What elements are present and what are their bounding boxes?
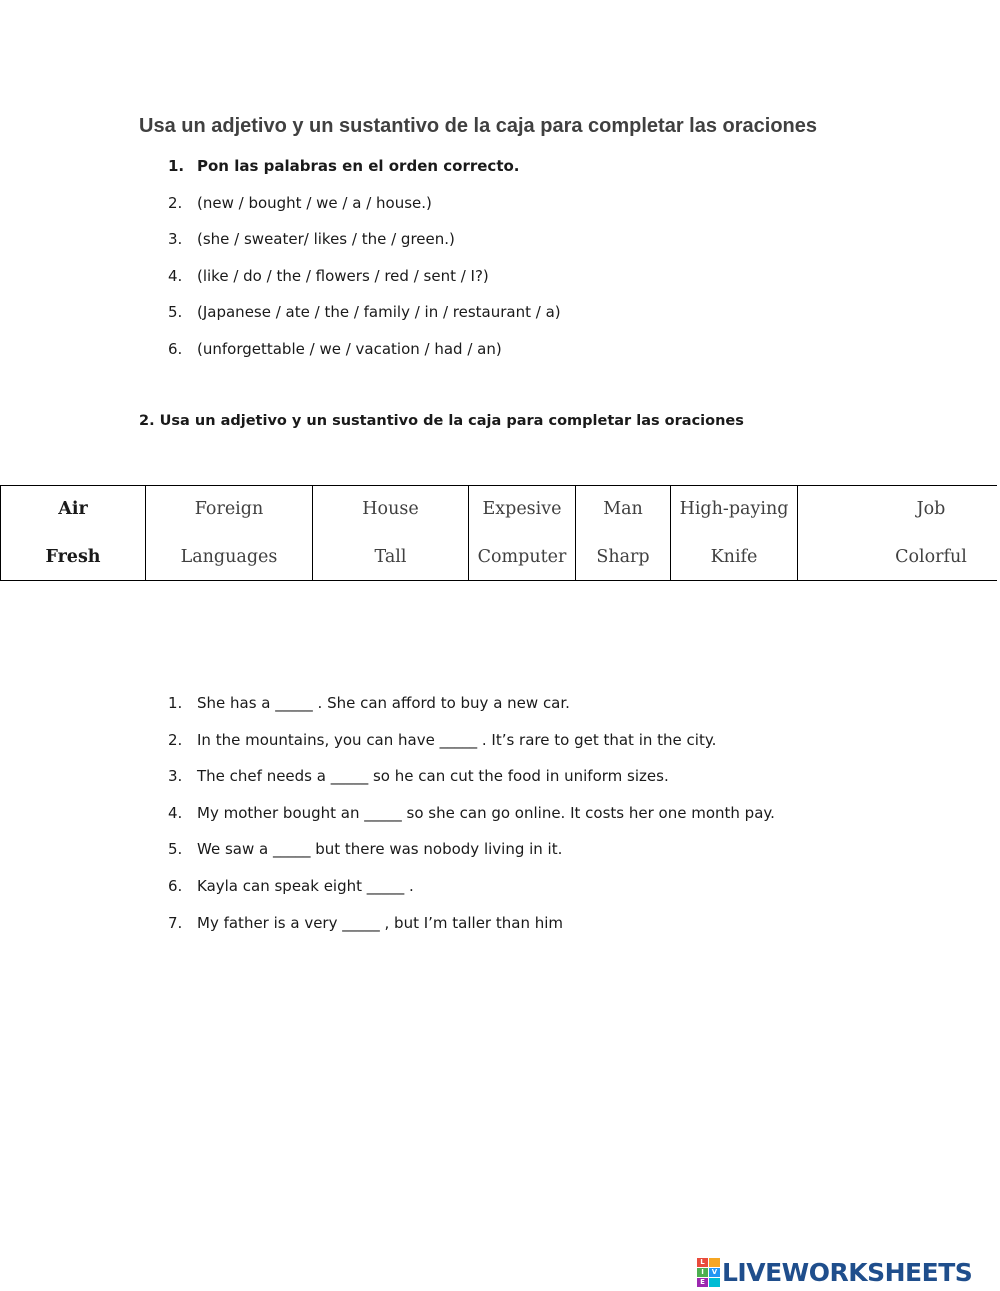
box-word: Knife: [710, 547, 758, 567]
fill-blank-list: [168, 694, 775, 950]
item-number: 1.: [168, 157, 185, 175]
list-item: [168, 877, 775, 914]
item-text: Kayla can speak eight _____ .: [197, 876, 414, 895]
item-text: (Japanese / ate / the / family / in / restaurant / a): [197, 303, 561, 322]
box-word: Computer: [477, 547, 567, 567]
list-item: [168, 731, 775, 768]
list-item: [168, 767, 775, 804]
item-number: 4.: [168, 266, 183, 285]
item-text: The chef needs a _____ so he can cut the food in uniform sizes.: [197, 767, 669, 786]
box-word: Fresh: [45, 547, 101, 567]
list-item: [168, 230, 561, 267]
item-number: 7.: [168, 913, 183, 932]
logo-text: LIVEWORKSHEETS: [722, 1257, 973, 1287]
item-text: Pon las palabras en el orden correcto.: [197, 157, 520, 175]
logo-letter: E: [697, 1278, 708, 1287]
box-divider: [797, 486, 798, 581]
item-number: 1.: [168, 694, 183, 712]
item-text: (unforgettable / we / vacation / had / an): [197, 339, 502, 358]
box-word: Man: [603, 499, 643, 519]
item-text: In the mountains, you can have _____ . It’s rare to get that in the city.: [197, 730, 717, 749]
item-number: 2.: [168, 730, 183, 749]
logo-letter: I: [697, 1268, 708, 1277]
logo-block: [709, 1258, 720, 1267]
item-number: 6.: [168, 339, 183, 358]
item-text: (she / sweater/ likes / the / green.): [197, 230, 455, 249]
box-word: Languages: [180, 547, 278, 567]
list-item: [168, 303, 561, 340]
liveworksheets-logo: [697, 1256, 972, 1288]
list-item: [168, 694, 775, 731]
item-number: 3.: [168, 767, 183, 786]
logo-letter: V: [709, 1268, 720, 1277]
logo-letter: L: [697, 1258, 708, 1267]
item-number: 5.: [168, 840, 183, 859]
word-box: [0, 485, 997, 581]
list-item: [168, 914, 775, 951]
item-text: (like / do / the / flowers / red / sent / I?): [197, 266, 489, 285]
box-word: Expesive: [482, 499, 562, 519]
page-title: Usa un adjetivo y un sustantivo de la caja para completar las oraciones: [139, 115, 818, 137]
box-word: Tall: [374, 547, 407, 567]
list-item: [168, 267, 561, 304]
item-text: My mother bought an _____ so she can go online. It costs her one month pay.: [197, 803, 775, 822]
item-number: 6.: [168, 876, 183, 895]
item-text: (new / bought / we / a / house.): [197, 193, 432, 212]
list-item: [168, 840, 775, 877]
item-text: She has a _____ . She can afford to buy a new car.: [197, 694, 570, 712]
box-word: High-paying: [679, 499, 789, 519]
list-item: [168, 157, 561, 194]
box-word: Sharp: [596, 547, 650, 567]
word-order-list: [168, 157, 561, 377]
box-word: Foreign: [194, 499, 264, 519]
item-number: 3.: [168, 230, 183, 249]
box-word: Air: [58, 499, 88, 519]
item-number: 2.: [168, 193, 183, 212]
box-word: House: [362, 499, 419, 519]
list-item: [168, 804, 775, 841]
list-item: [168, 194, 561, 231]
section-heading: 2. Usa un adjetivo y un sustantivo de la caja para completar las oraciones: [139, 413, 744, 429]
item-number: 5.: [168, 303, 183, 322]
item-number: 4.: [168, 803, 183, 822]
logo-block: [709, 1278, 720, 1287]
list-item: [168, 340, 561, 377]
item-text: We saw a _____ but there was nobody living in it.: [197, 840, 563, 859]
logo-icon: [697, 1258, 720, 1287]
box-word: Colorful: [895, 547, 967, 567]
item-text: My father is a very _____ , but I’m taller than him: [197, 913, 564, 932]
box-word: Job: [916, 499, 946, 519]
